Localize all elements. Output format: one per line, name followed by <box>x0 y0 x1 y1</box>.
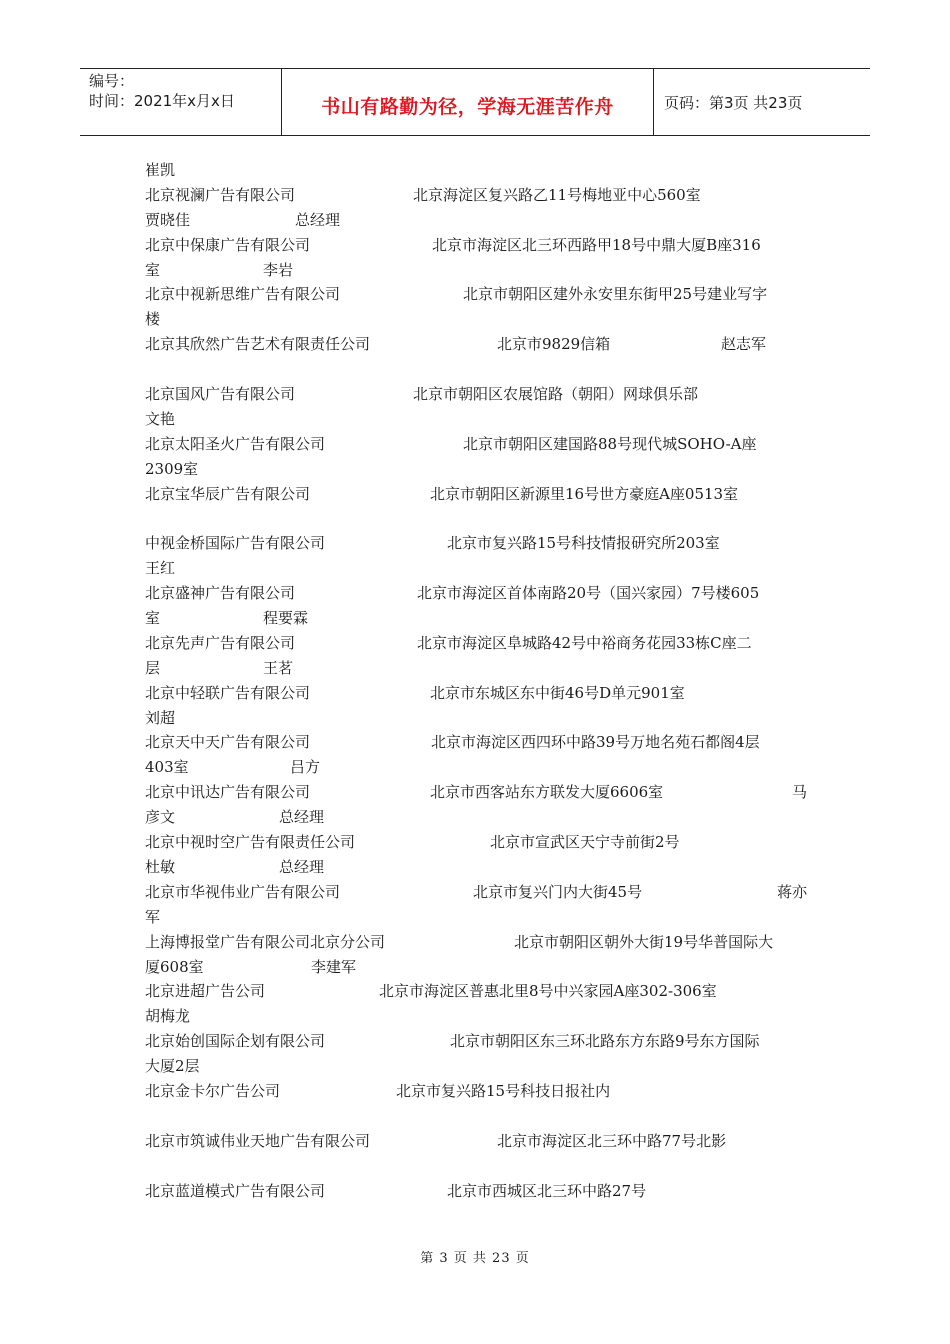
text-line <box>145 1004 807 1029</box>
contact-name: 贾晓佳 <box>145 210 191 229</box>
text-line <box>145 1179 807 1204</box>
company-name: 北京中视时空广告有限责任公司 <box>145 833 356 852</box>
document-time-label: 时间：2021年x月x日 <box>89 92 235 110</box>
contact-name: 李岩 <box>263 260 294 279</box>
company-address: 北京市宣武区天宁寺前街2号 <box>490 833 680 852</box>
contact-name: 吕方 <box>290 758 321 777</box>
address-continuation: 403室 <box>145 758 189 777</box>
company-name: 北京始创国际企划有限公司 <box>145 1032 326 1051</box>
company-name: 北京宝华辰广告有限公司 <box>145 484 311 503</box>
company-name: 上海博报堂广告有限公司北京分公司 <box>145 932 386 951</box>
header-meta-cell <box>80 69 282 135</box>
text-line <box>145 208 807 233</box>
text-line <box>145 482 807 507</box>
company-name: 北京太阳圣火广告有限公司 <box>145 434 326 453</box>
text-line <box>145 1054 807 1079</box>
company-address: 北京市海淀区北三环中路77号北影 <box>497 1131 727 1150</box>
text-line <box>145 830 807 855</box>
blank-line <box>145 1154 807 1179</box>
company-name: 北京中视新思维广告有限公司 <box>145 285 341 304</box>
contact-name: 蒋亦 <box>776 882 807 901</box>
text-line <box>145 780 807 805</box>
text-line <box>145 332 807 357</box>
text-line <box>145 955 807 980</box>
text-line <box>145 531 807 556</box>
text-line <box>145 233 807 258</box>
contact-name: 文艳 <box>145 409 176 428</box>
company-address: 北京市海淀区普惠北里8号中兴家园A座302-306室 <box>379 982 717 1001</box>
company-address: 北京市9829信箱 <box>497 335 611 354</box>
company-address: 北京市海淀区阜城路42号中裕商务花园33栋C座二 <box>417 633 752 652</box>
blank-line <box>145 357 807 382</box>
company-address: 北京市复兴路15号科技日报社内 <box>396 1081 611 1100</box>
text-line <box>145 905 807 930</box>
company-name: 北京中保康广告有限公司 <box>145 235 311 254</box>
text-line <box>145 880 807 905</box>
contact-name: 马 <box>791 783 807 802</box>
company-address: 北京市西城区北三环中路27号 <box>447 1181 647 1200</box>
text-line <box>145 158 807 183</box>
company-address: 北京市西客站东方联发大厦6606室 <box>430 783 664 802</box>
company-address: 北京市朝阳区东三环北路东方东路9号东方国际 <box>450 1032 760 1051</box>
contact-name: 李建军 <box>311 957 357 976</box>
text-line <box>145 1029 807 1054</box>
text-line <box>145 855 807 880</box>
company-name: 北京国风广告有限公司 <box>145 385 296 404</box>
contact-name: 胡梅龙 <box>145 1007 191 1026</box>
text-line <box>145 556 807 581</box>
address-continuation: 2309室 <box>145 459 199 478</box>
text-line <box>145 930 807 955</box>
contact-title: 总经理 <box>279 808 325 827</box>
contact-name: 彦文 <box>145 808 176 827</box>
page-footer: 第 3 页 共 23 页 <box>420 1251 530 1266</box>
company-name: 北京进超广告公司 <box>145 982 266 1001</box>
contact-title: 总经理 <box>279 857 325 876</box>
company-name: 北京蓝道模式广告有限公司 <box>145 1181 326 1200</box>
text-line <box>145 681 807 706</box>
company-name: 北京中讯达广告有限公司 <box>145 783 311 802</box>
contact-title: 总经理 <box>295 210 341 229</box>
text-line <box>145 606 807 631</box>
text-line <box>145 407 807 432</box>
text-line <box>145 755 807 780</box>
company-address: 北京市海淀区西四环中路39号万地名苑石都阁4层 <box>431 733 760 752</box>
text-line <box>145 307 807 332</box>
text-line <box>145 183 807 208</box>
text-line <box>145 432 807 457</box>
address-continuation: 室 <box>145 260 161 279</box>
blank-line <box>145 1104 807 1129</box>
text-line <box>145 282 807 307</box>
address-continuation: 室 <box>145 609 161 628</box>
company-name: 北京市华视伟业广告有限公司 <box>145 882 341 901</box>
company-address: 北京市朝阳区朝外大街19号华普国际大 <box>514 932 774 951</box>
contact-name: 赵志军 <box>721 335 767 354</box>
contact-name: 杜敏 <box>145 857 176 876</box>
contact-name: 刘超 <box>145 708 176 727</box>
text-line <box>145 1129 807 1154</box>
contact-name: 程要霖 <box>263 609 309 628</box>
company-address: 北京市朝阳区建外永安里东街甲25号建业写字 <box>463 285 768 304</box>
company-name: 北京中轻联广告有限公司 <box>145 683 311 702</box>
company-name: 北京盛神广告有限公司 <box>145 584 296 603</box>
company-address: 北京海淀区复兴路乙11号梅地亚中心560室 <box>413 185 701 204</box>
company-address: 北京市海淀区北三环西路甲18号中鼎大厦B座316 <box>432 235 761 254</box>
document-body <box>145 158 807 1203</box>
text-line <box>145 1079 807 1104</box>
text-line <box>145 457 807 482</box>
text-line <box>145 706 807 731</box>
text-line <box>145 805 807 830</box>
text-line <box>145 382 807 407</box>
company-name: 北京市筑诚伟业天地广告有限公司 <box>145 1131 371 1150</box>
company-name: 中视金桥国际广告有限公司 <box>145 534 326 553</box>
company-name: 北京视澜广告有限公司 <box>145 185 296 204</box>
company-name: 北京其欣然广告艺术有限责任公司 <box>145 335 371 354</box>
company-address: 北京市复兴门内大街45号 <box>473 882 643 901</box>
address-continuation: 层 <box>145 658 161 677</box>
text-line <box>145 730 807 755</box>
contact-name: 军 <box>145 907 161 926</box>
company-address: 北京市复兴路15号科技情报研究所203室 <box>447 534 720 553</box>
text-line <box>145 631 807 656</box>
header-page-info: 页码：第3页 共23页 <box>664 93 803 112</box>
address-continuation: 楼 <box>145 310 161 329</box>
company-address: 北京市海淀区首体南路20号（国兴家园）7号楼605 <box>417 584 760 603</box>
contact-name: 王茗 <box>263 658 294 677</box>
company-address: 北京市东城区东中街46号D单元901室 <box>430 683 685 702</box>
company-name: 北京金卡尔广告公司 <box>145 1081 281 1100</box>
text-line <box>145 656 807 681</box>
header-table <box>80 68 870 136</box>
header-motto: 书山有路勤为径，学海无涯苦作舟 <box>282 69 654 135</box>
address-continuation: 大厦2层 <box>145 1057 200 1076</box>
text-line <box>145 258 807 283</box>
contact-name: 崔凯 <box>145 161 176 179</box>
company-name: 北京先声广告有限公司 <box>145 633 296 652</box>
company-name: 北京天中天广告有限公司 <box>145 733 311 752</box>
text-line <box>145 979 807 1004</box>
company-address: 北京市朝阳区建国路88号现代城SOHO-A座 <box>463 434 757 453</box>
company-address: 北京市朝阳区新源里16号世方豪庭A座0513室 <box>430 484 739 503</box>
address-continuation: 厦608室 <box>145 957 204 976</box>
text-line <box>145 581 807 606</box>
company-address: 北京市朝阳区农展馆路（朝阳）网球俱乐部 <box>413 385 699 404</box>
contact-name: 王红 <box>145 559 176 578</box>
document-number-label: 编号： <box>89 72 135 90</box>
blank-line <box>145 506 807 531</box>
